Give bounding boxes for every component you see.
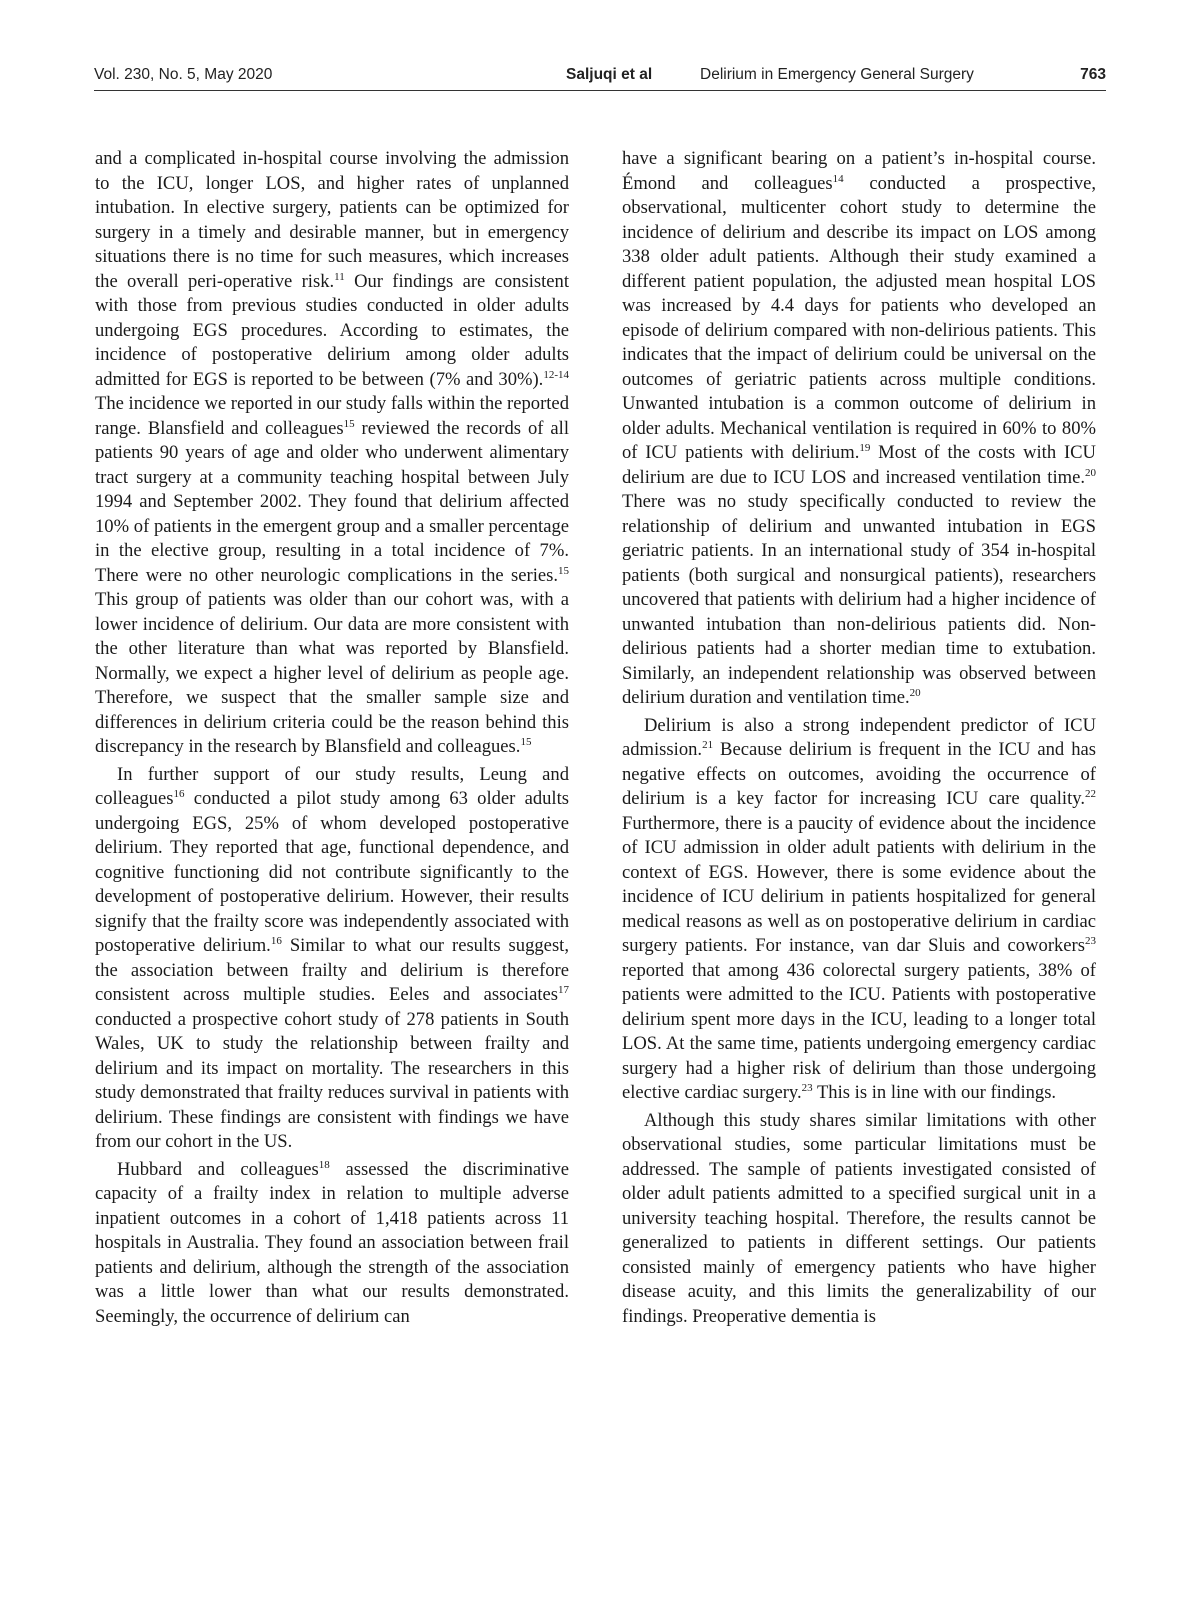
text-run: The incidence we reported in our study falls within the reported range. Blansfield and colleagues xyxy=(95,393,569,439)
text-run: conducted a prospective, observational, multicenter cohort study to determine the incidence of delirium and describe its impact on LOS among 338 older adult patients. Although their study examined a different patient population, the adjusted mean hospital LOS was increased by 4.4 days for patients who developed an episode of delirium compared with non-delirious patients. This indicates that the impact of delirium could be universal on the outcomes of geriatric patients across multiple conditions. Unwanted intubation is a common outcome of delirium in older adults. Mechanical ventilation is required in 60% to 80% of ICU patients with delirium. xyxy=(622,172,1096,463)
journal-volume-issue: Vol. 230, No. 5, May 2020 xyxy=(94,66,273,83)
left-column xyxy=(95,147,569,1329)
text-run: reviewed the records of all patients 90 years of age and older who underwent alimentary tract surgery at a community teaching hospital between July 1994 and September 2002. They found that delirium affected 10% of patients in the emergent group and a smaller percentage in the elective group, resulting in a total incidence of 7%. There were no other neurologic complications in the series. xyxy=(95,417,569,586)
running-authors: Saljuqi et al xyxy=(566,66,653,83)
text-run: assessed the discriminative capacity of a frailty index in relation to multiple adverse inpatient outcomes in a cohort of 1,418 patients across 11 hospitals in Australia. They found an association between frail patients and delirium, although the strength of the association was a little lower than what our results demonstrated. Seemingly, the occurrence of delirium can xyxy=(95,1158,569,1327)
citation-superscript: 23 xyxy=(801,1082,813,1094)
citation-superscript: 18 xyxy=(318,1158,330,1171)
citation-superscript: 16 xyxy=(270,935,282,947)
text-run: Furthermore, there is a paucity of evidence about the incidence of ICU admission in older adult patients with delirium in the context of EGS. However, there is some evidence about the incidence of ICU delirium in patients hospitalized for general medical reasons as well as on postoperative delirium in cardiac surgery patients. For instance, van dar Sluis and coworkers xyxy=(622,812,1096,956)
text-run: Because delirium is frequent in the ICU and has negative effects on outcomes, avoiding the occurrence of delirium is a key factor for increasing ICU care quality. xyxy=(622,739,1096,809)
text-run: Similar to what our results suggest, the association between frailty and delirium is therefore consistent across multiple studies. Eeles and associates xyxy=(95,935,569,1005)
paragraph xyxy=(622,147,1096,711)
citation-superscript: 19 xyxy=(859,442,871,454)
text-run: conducted a pilot study among 63 older adults undergoing EGS, 25% of whom developed postoperative delirium. They reported that age, functional dependence, and cognitive functioning did not contribute significantly to the development of postoperative delirium. However, their results signify that the frailty score was independently associated with postoperative delirium. xyxy=(95,788,569,956)
text-run: conducted a prospective cohort study of 278 patients in South Wales, UK to study the relationship between frailty and delirium and its impact on mortality. The researchers in this study demonstrated that frailty reduces survival in patients with delirium. These findings are consistent with findings we have from our cohort in the US. xyxy=(95,1008,569,1152)
right-column xyxy=(622,147,1096,1329)
citation-superscript: 15 xyxy=(520,736,532,748)
page-number: 763 xyxy=(1080,66,1106,83)
citation-superscript: 20 xyxy=(1085,466,1096,479)
text-run: and a complicated in-hospital course involving the admission to the ICU, longer LOS, and higher rates of unplanned intubation. In elective surgery, patients can be optimized for surgery in a timely and desirable manner, but in emergency situations there is no time for such measures, which increases the overall peri-operative risk. xyxy=(95,148,569,292)
text-run: Hubbard and colleagues xyxy=(117,1158,319,1180)
text-run: In further support of our study results, Leung and colleagues xyxy=(95,763,569,809)
paragraph xyxy=(95,1158,569,1330)
text-run: Delirium is also a strong independent predictor of ICU admission. xyxy=(622,714,1096,760)
citation-superscript: 17 xyxy=(558,984,569,996)
text-run: There was no study specifically conducted to review the relationship of delirium and unwanted intubation in EGS geriatric patients. In an international study of 354 in-hospital patients (both surgical and nonsurgical patients), researchers uncovered that patients with delirium had a higher incidence of unwanted intubation than non-delirious patients did. Non-delirious patients had a shorter median time to extubation. Similarly, an independent relationship was observed between delirium duration and ventilation time. xyxy=(622,491,1096,708)
running-header xyxy=(94,66,1106,88)
citation-superscript: 21 xyxy=(702,739,714,751)
citation-superscript: 16 xyxy=(173,788,185,800)
citation-superscript: 22 xyxy=(1085,788,1096,800)
citation-superscript: 23 xyxy=(1085,935,1096,947)
text-run: Our findings are consistent with those from previous studies conducted in older adults undergoing EGS procedures. According to estimates, the incidence of postoperative delirium among older adults admitted for EGS is reported to be between (7% and 30%). xyxy=(95,270,569,390)
citation-superscript: 11 xyxy=(334,270,345,283)
citation-superscript: 15 xyxy=(558,564,569,577)
text-run: have a significant bearing on a patient’s in-hospital course. Émond and colleagues xyxy=(622,148,1096,194)
citation-superscript: 20 xyxy=(909,687,921,699)
text-run: Although this study shares similar limitations with other observational studies, some particular limitations must be addressed. The sample of patients investigated consisted of older adult patients admitted to a specified surgical unit in a university teaching hospital. Therefore, the results cannot be generalized to patients in different settings. Our patients consisted mainly of emergency patients who have higher disease acuity, and this limits the generalizability of our findings. Preoperative dementia is xyxy=(622,1109,1096,1327)
citation-superscript: 15 xyxy=(343,417,355,430)
running-title: Delirium in Emergency General Surgery xyxy=(700,66,974,83)
text-run: Most of the costs with ICU delirium are due to ICU LOS and increased ventilation time. xyxy=(622,442,1096,488)
citation-superscript: 12-14 xyxy=(543,368,569,381)
text-run: This is in line with our findings. xyxy=(812,1082,1057,1103)
text-run: reported that among 436 colorectal surgery patients, 38% of patients were admitted to the ICU. Patients with postoperative delirium spent more days in the ICU, leading to a longer total LOS. At the same time, patients undergoing emergency cardiac surgery had a higher risk of delirium than those undergoing elective cardiac surgery. xyxy=(622,959,1096,1103)
text-run: This group of patients was older than our cohort was, with a lower incidence of delirium. Our data are more consistent with the other literature than what was reported by Blansfield. Normally, we expect a higher level of delirium as people age. Therefore, we suspect that the smaller sample size and differences in delirium criteria could be the reason behind this discrepancy in the research by Blansfield and colleagues. xyxy=(95,589,569,757)
citation-superscript: 14 xyxy=(832,172,844,185)
paragraph xyxy=(95,147,569,760)
header-rule xyxy=(94,90,1106,91)
paragraph xyxy=(95,763,569,1155)
paragraph xyxy=(622,714,1096,1106)
paragraph xyxy=(622,1109,1096,1330)
